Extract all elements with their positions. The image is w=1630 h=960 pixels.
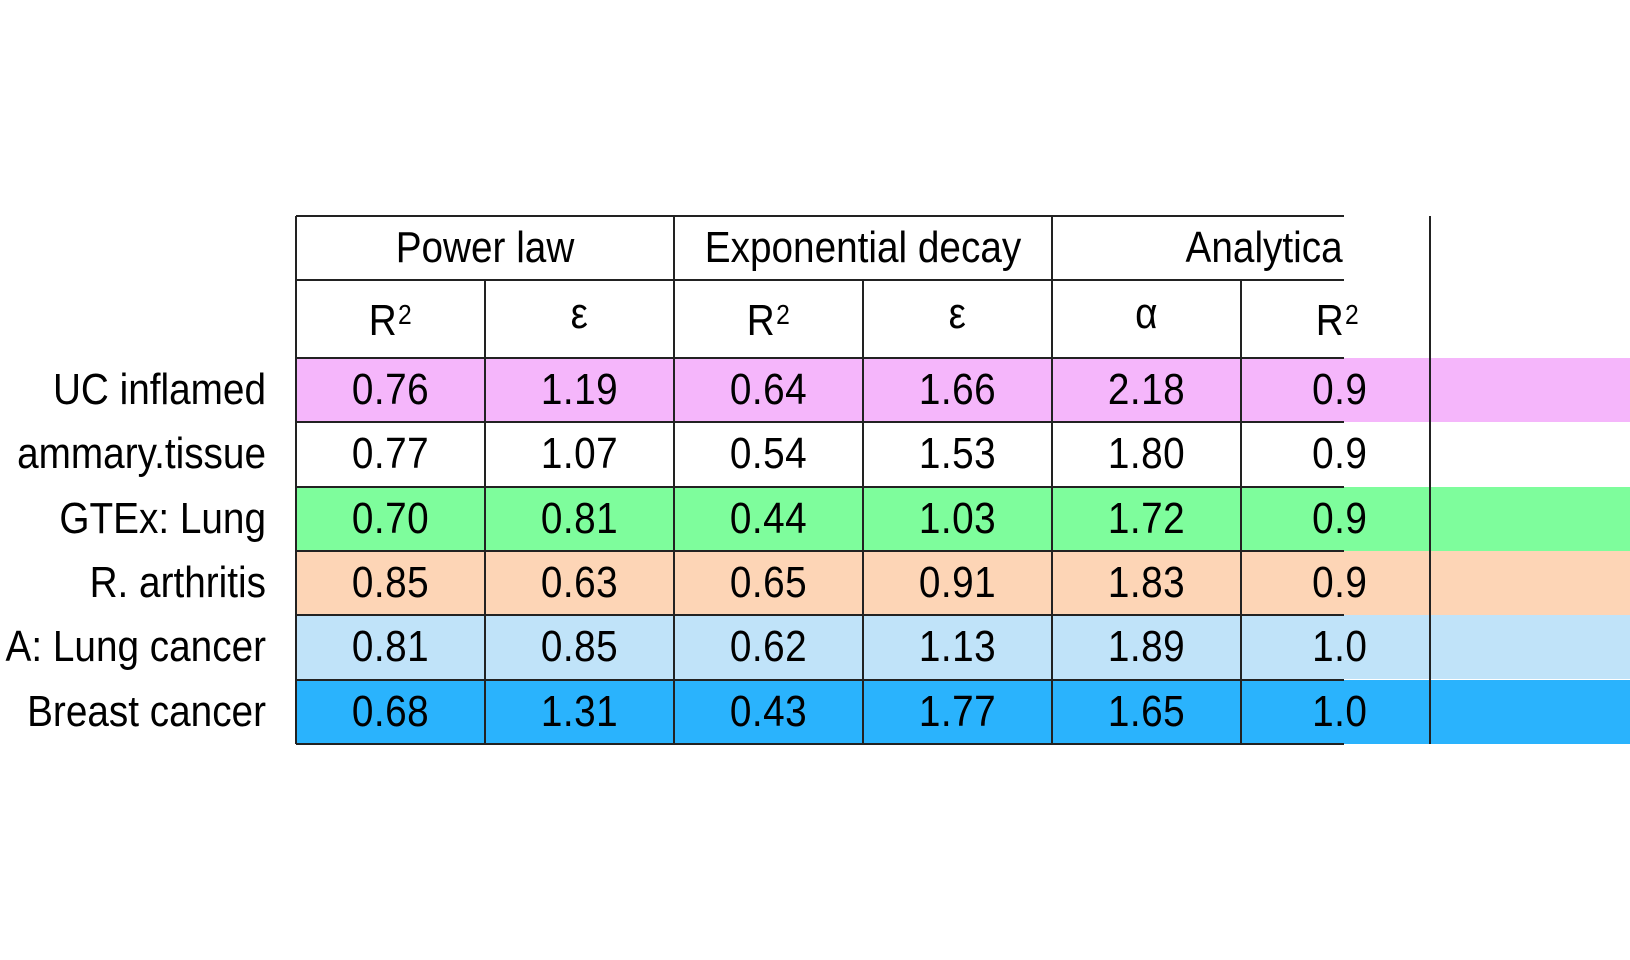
table-cell-value: 0.91	[918, 558, 997, 608]
grid-line-vertical	[484, 280, 486, 744]
column-header-symbol: R	[1315, 296, 1345, 345]
grid-line-horizontal	[296, 215, 1344, 217]
table-cell-value: 1.89	[1107, 622, 1186, 672]
column-header-symbol: R	[746, 296, 776, 345]
grid-line-horizontal	[296, 679, 1344, 681]
grid-line-horizontal	[296, 421, 1344, 423]
row-label: GTEx: Lung	[59, 493, 266, 543]
row-label: UC inflamed	[52, 365, 266, 415]
grid-line-horizontal	[296, 279, 1344, 281]
row-label: A: Lung cancer	[5, 622, 266, 672]
column-header	[496, 280, 662, 358]
table-cell-value: 0.9	[1312, 365, 1368, 415]
group-header: Analytica	[1185, 223, 1343, 272]
column-header-symbol: ε	[570, 289, 589, 338]
grid-line-vertical	[862, 280, 864, 744]
column-header-superscript: 2	[776, 299, 791, 330]
table-cell-value: 0.43	[729, 686, 808, 736]
table-cell-value: 0.9	[1312, 493, 1368, 543]
grid-line-horizontal	[296, 357, 1344, 359]
table-cell-value: 1.83	[1107, 558, 1186, 608]
table-cell-value: 1.0	[1312, 686, 1368, 736]
grid-line-vertical	[1429, 216, 1431, 744]
column-header-symbol: ε	[948, 289, 967, 338]
table-cell-value: 1.03	[918, 493, 997, 543]
column-header	[1252, 280, 1418, 358]
column-header	[874, 280, 1040, 358]
table-cell-value: 0.9	[1312, 558, 1368, 608]
column-header	[1063, 280, 1229, 358]
grid-line-horizontal	[296, 486, 1344, 488]
table-cell-value: 0.9	[1312, 429, 1368, 479]
table-cell-value: 0.68	[351, 686, 430, 736]
table-cell-value: 2.18	[1107, 365, 1186, 415]
table-cell-value: 1.72	[1107, 493, 1186, 543]
table-cell-value: 0.76	[351, 365, 430, 415]
table-cell-value: 1.65	[1107, 686, 1186, 736]
grid-line-horizontal	[296, 614, 1344, 616]
column-header	[307, 280, 473, 358]
table-cell-value: 1.0	[1312, 622, 1368, 672]
column-header-symbol: α	[1135, 289, 1158, 338]
table-cell-value: 1.66	[918, 365, 997, 415]
table-cell-value: 0.85	[540, 622, 619, 672]
table-cell-value: 0.81	[351, 622, 430, 672]
table-cell-value: 1.07	[540, 429, 619, 479]
table-cell-value: 1.19	[540, 365, 619, 415]
table-cell-value: 0.54	[729, 429, 808, 479]
table-cell-value: 0.63	[540, 558, 619, 608]
table-cell-value: 1.77	[918, 686, 997, 736]
grid-line-horizontal	[296, 550, 1344, 552]
table-cell-value: 0.85	[351, 558, 430, 608]
table-cell-value: 0.65	[729, 558, 808, 608]
group-header: Power law	[395, 223, 575, 272]
table-cell-value: 1.13	[918, 622, 997, 672]
table-cell-value: 1.53	[918, 429, 997, 479]
table-cell-value: 1.80	[1107, 429, 1186, 479]
column-header-superscript: 2	[1344, 299, 1360, 330]
table-cell-value: 0.81	[540, 493, 619, 543]
column-header-superscript: 2	[398, 299, 413, 330]
grid-line-vertical	[295, 216, 297, 744]
table-cell-value: 0.62	[729, 622, 808, 672]
row-label: R. arthritis	[89, 558, 266, 608]
table-cell-value: 0.64	[729, 365, 808, 415]
grid-line-vertical	[1240, 280, 1242, 744]
column-header	[685, 280, 851, 358]
grid-line-vertical	[1051, 216, 1053, 744]
group-header: Exponential decay	[704, 223, 1022, 272]
table-cell-value: 1.31	[540, 686, 619, 736]
row-label: ammary.tissue	[17, 429, 266, 479]
grid-line-vertical	[673, 216, 675, 744]
grid-line-horizontal	[296, 743, 1344, 745]
table-cell-value: 0.44	[729, 493, 808, 543]
table-cell-value: 0.77	[351, 429, 430, 479]
row-label: Breast cancer	[27, 686, 266, 736]
table-cell-value: 0.70	[351, 493, 430, 543]
column-header-symbol: R	[368, 296, 398, 345]
